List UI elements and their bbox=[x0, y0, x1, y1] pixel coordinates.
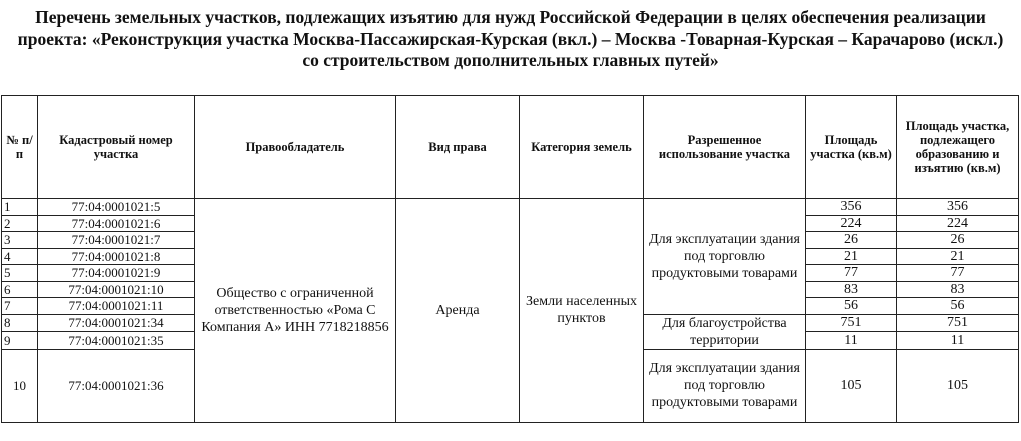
use-cell: Для эксплуатации здания под торговлю продуктовыми товарами bbox=[644, 199, 806, 315]
header-area-seized: Площадь участка, подлежащего образованию и изъятию (кв.м) bbox=[897, 96, 1019, 199]
row-area-seized: 105 bbox=[897, 349, 1019, 422]
row-cadastral: 77:04:0001021:11 bbox=[38, 298, 195, 315]
row-num: 5 bbox=[2, 265, 38, 282]
row-cadastral: 77:04:0001021:35 bbox=[38, 332, 195, 350]
row-num: 1 bbox=[2, 199, 38, 216]
row-cadastral: 77:04:0001021:34 bbox=[38, 314, 195, 332]
row-area-seized: 224 bbox=[897, 215, 1019, 232]
land-plots-table bbox=[1, 95, 1019, 423]
row-cadastral: 77:04:0001021:5 bbox=[38, 199, 195, 216]
header-right: Вид права bbox=[396, 96, 520, 199]
row-area: 77 bbox=[806, 265, 897, 282]
row-cadastral: 77:04:0001021:36 bbox=[38, 349, 195, 422]
row-cadastral: 77:04:0001021:8 bbox=[38, 248, 195, 265]
row-area: 21 bbox=[806, 248, 897, 265]
row-num: 9 bbox=[2, 332, 38, 350]
row-cadastral: 77:04:0001021:7 bbox=[38, 232, 195, 249]
row-area-seized: 751 bbox=[897, 314, 1019, 332]
row-area: 83 bbox=[806, 281, 897, 298]
right-type-cell: Аренда bbox=[396, 199, 520, 423]
header-category: Категория земель bbox=[520, 96, 644, 199]
row-area: 356 bbox=[806, 199, 897, 216]
header-area: Площадь участка (кв.м) bbox=[806, 96, 897, 199]
row-area-seized: 83 bbox=[897, 281, 1019, 298]
row-area-seized: 11 bbox=[897, 332, 1019, 350]
row-area: 26 bbox=[806, 232, 897, 249]
row-area: 224 bbox=[806, 215, 897, 232]
row-area-seized: 56 bbox=[897, 298, 1019, 315]
table-row bbox=[2, 199, 1019, 216]
header-num: № п/п bbox=[2, 96, 38, 199]
row-area-seized: 77 bbox=[897, 265, 1019, 282]
row-num: 2 bbox=[2, 215, 38, 232]
row-cadastral: 77:04:0001021:6 bbox=[38, 215, 195, 232]
row-area: 751 bbox=[806, 314, 897, 332]
row-area-seized: 26 bbox=[897, 232, 1019, 249]
use-cell: Для благоустройства территории bbox=[644, 314, 806, 349]
table-header-row bbox=[2, 96, 1019, 199]
use-cell: Для эксплуатации здания под торговлю продуктовыми товарами bbox=[644, 349, 806, 422]
row-area: 56 bbox=[806, 298, 897, 315]
row-area-seized: 21 bbox=[897, 248, 1019, 265]
row-area: 105 bbox=[806, 349, 897, 422]
row-num: 3 bbox=[2, 232, 38, 249]
row-area: 11 bbox=[806, 332, 897, 350]
header-owner: Правообладатель bbox=[195, 96, 396, 199]
row-num: 7 bbox=[2, 298, 38, 315]
land-category-cell: Земли населенных пунктов bbox=[520, 199, 644, 423]
owner-cell: Общество с ограниченной ответственностью «Рома С Компания А» ИНН 7718218856 bbox=[195, 199, 396, 423]
header-use: Разрешенное использование участка bbox=[644, 96, 806, 199]
row-area-seized: 356 bbox=[897, 199, 1019, 216]
header-cadastral: Кадастровый номер участка bbox=[38, 96, 195, 199]
row-num: 4 bbox=[2, 248, 38, 265]
row-num: 6 bbox=[2, 281, 38, 298]
row-cadastral: 77:04:0001021:10 bbox=[38, 281, 195, 298]
row-cadastral: 77:04:0001021:9 bbox=[38, 265, 195, 282]
document-title: Перечень земельных участков, подлежащих изъятию для нужд Российской Федерации в целях обеспечения реализации проекта: «Реконструкция участка Москва-Пассажирская-Курская (вкл.) – Москва -Товарная-Курская – Карачарово (искл.) со строительством дополнительных главных путей» bbox=[17, 7, 1004, 70]
row-num: 8 bbox=[2, 314, 38, 332]
row-num: 10 bbox=[2, 349, 38, 422]
